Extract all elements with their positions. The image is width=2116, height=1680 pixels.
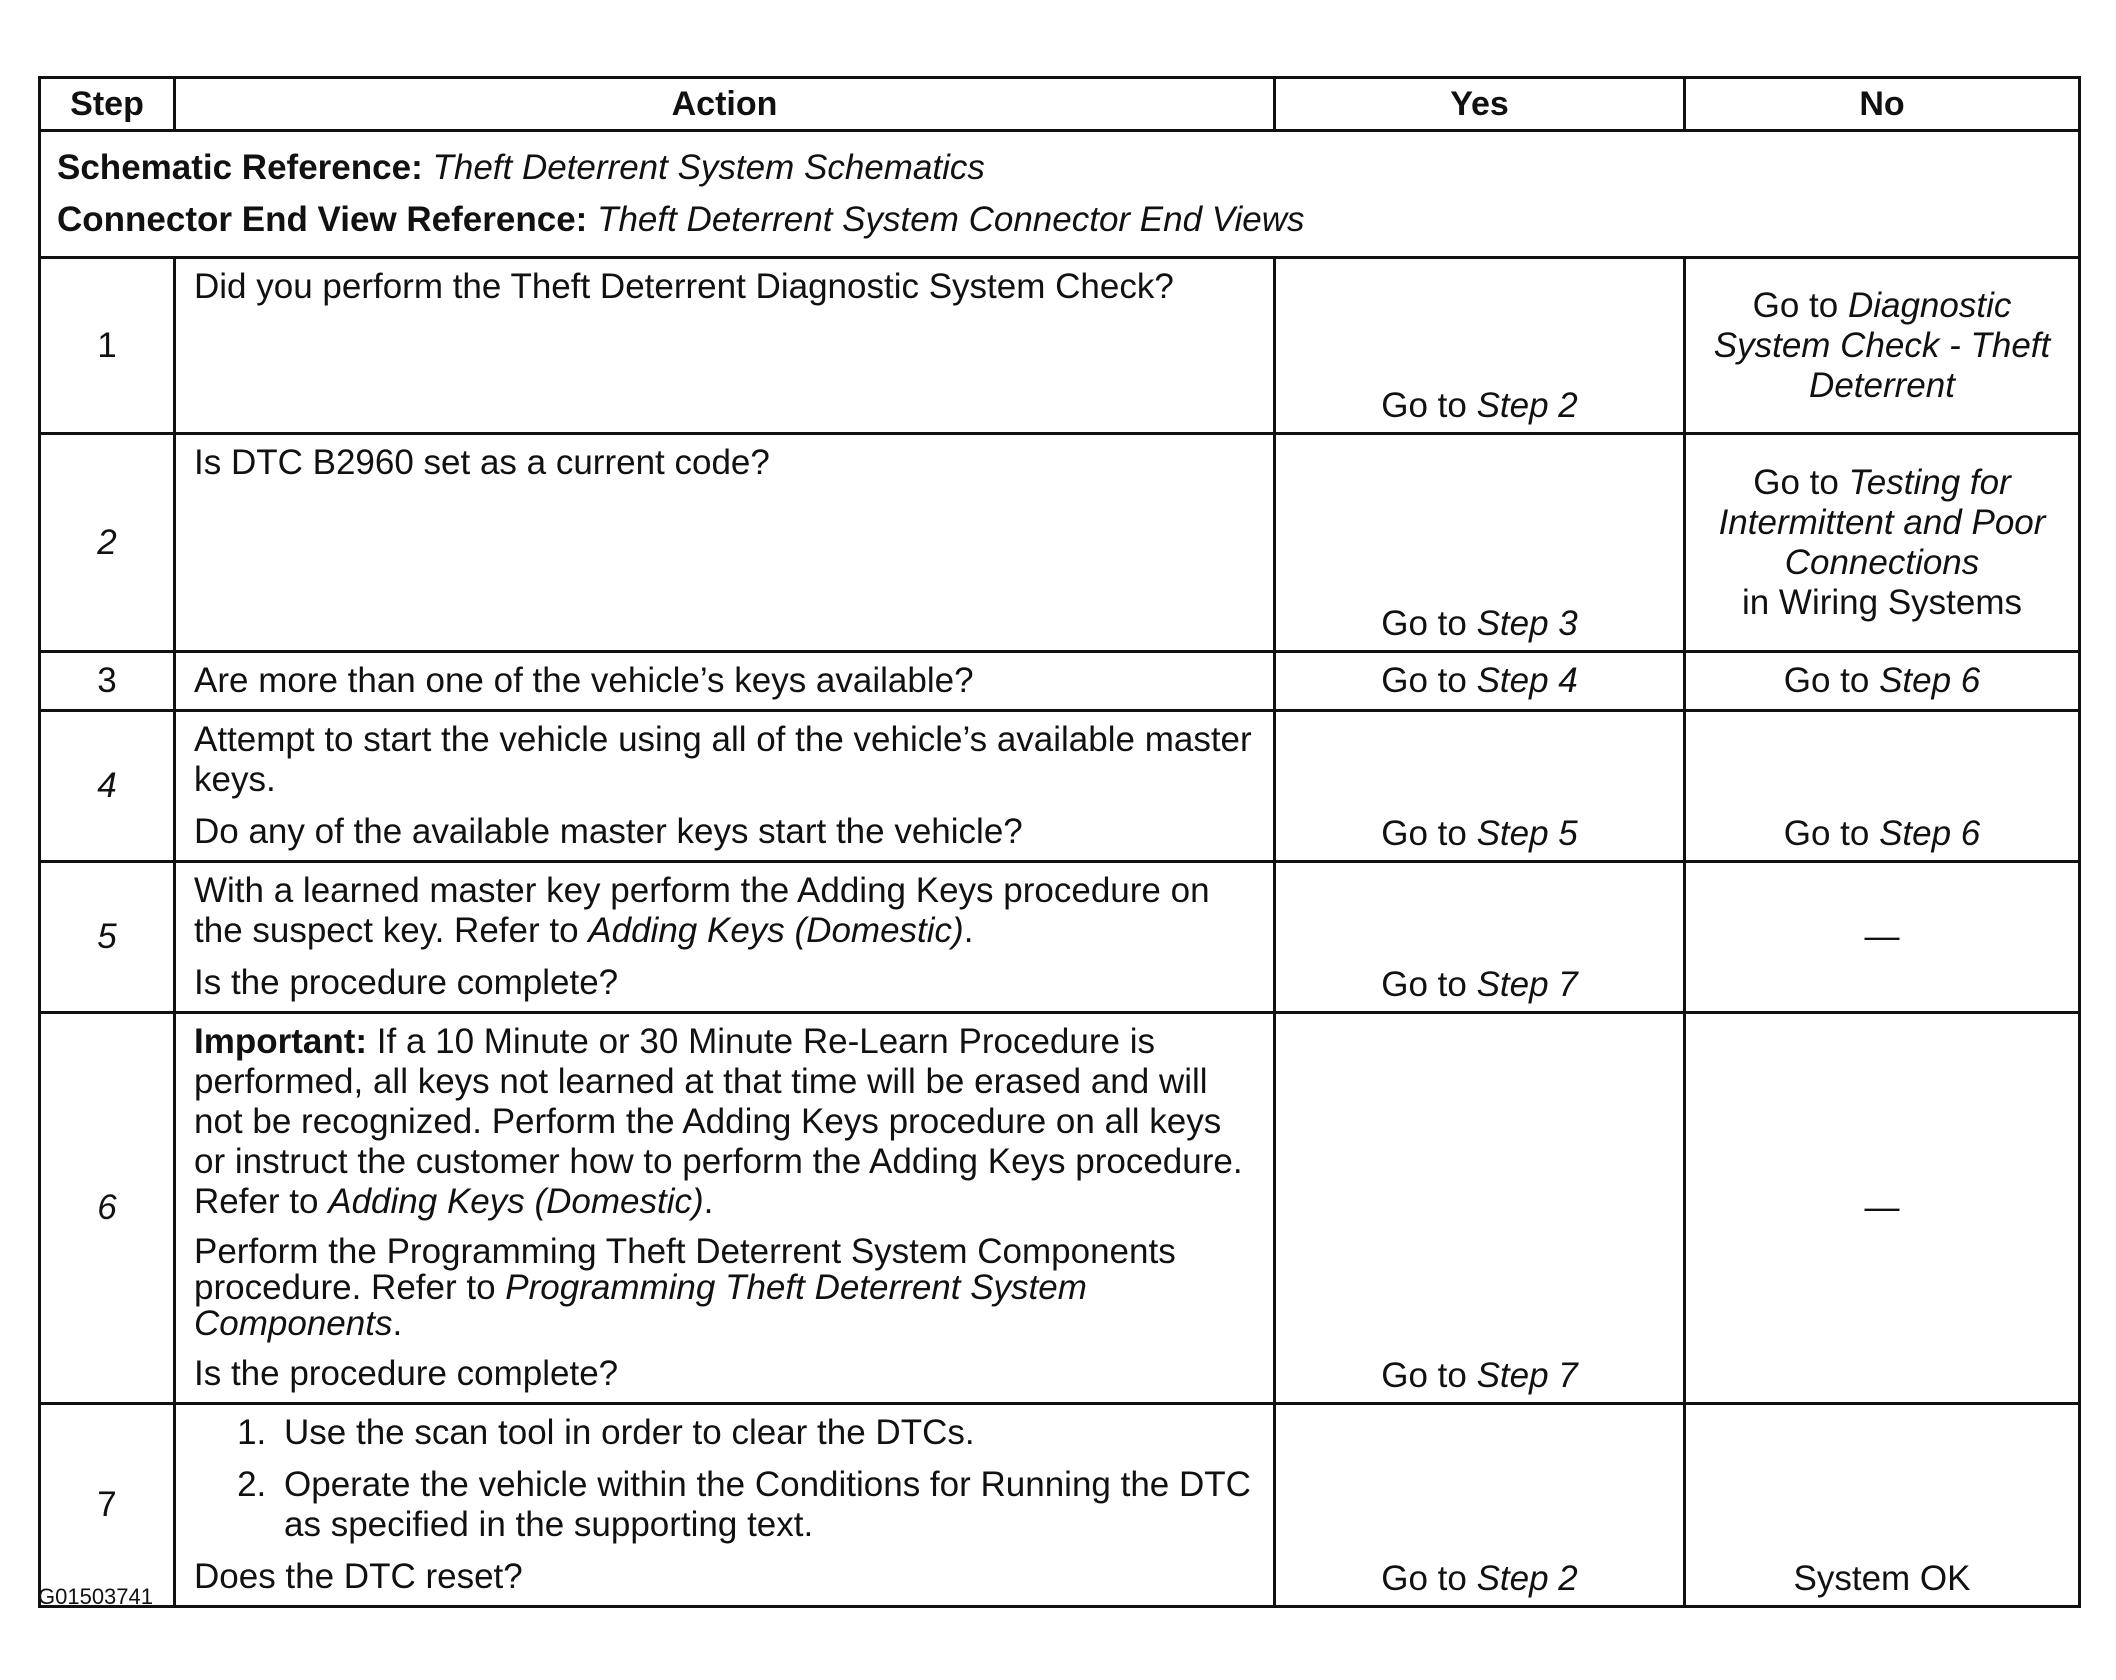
schematic-reference — [57, 142, 2062, 194]
action-question: Do any of the available master keys start the vehicle? — [194, 812, 1023, 851]
action-cell — [175, 711, 1275, 862]
reference-cell — [40, 131, 2080, 258]
go-to-label: Go to — [1753, 462, 1839, 502]
diagnostic-table — [38, 76, 2081, 1608]
table-row — [40, 258, 2080, 434]
schematic-reference-label: Schematic Reference: — [57, 148, 423, 187]
no-text-tail: in Wiring Systems — [1741, 582, 2023, 622]
no-cell: — — [1685, 1013, 2080, 1404]
action-question: Is the procedure complete? — [194, 963, 619, 1002]
important-text: If a 10 Minute or 30 Minute Re-Learn Procedure is performed, all keys not learned at that time will be erased and will not be recognized. Perform the Adding Keys procedure on all keys or instruct the customer how to perform the Adding Keys procedure. Refer to — [194, 1022, 1243, 1221]
no-step-link[interactable]: Diagnostic System Check - Theft Deterrent — [1713, 285, 2051, 405]
no-cell — [1685, 711, 2080, 862]
important-note: Important: If a 10 Minute or 30 Minute Re-Learn Procedure is performed, all keys not learned at that time will be erased and will not be recognized. Perform the Adding Keys procedure on all keys or instruct the customer how to perform the Adding Keys procedure. Refer to Adding Keys (Domestic). — [194, 1022, 1243, 1221]
table-row — [40, 862, 2080, 1013]
step-number: 5 — [40, 862, 175, 1013]
yes-cell — [1275, 258, 1685, 434]
yes-step-link[interactable]: Step 2 — [1476, 386, 1578, 425]
no-cell — [1685, 1404, 2080, 1607]
figure-id: G01503741 — [38, 1584, 153, 1609]
reference-row — [40, 131, 2080, 258]
no-cell — [1685, 434, 2080, 652]
procedure-list — [194, 1413, 1257, 1545]
yes-cell — [1275, 711, 1685, 862]
step-number: 6 — [40, 1013, 175, 1404]
action-text: With a learned master key perform the Adding Keys procedure on the suspect key. Refer to Adding Keys (Domestic). — [194, 871, 1210, 950]
yes-step-link[interactable]: Step 7 — [1476, 965, 1578, 1004]
header-action: Action — [175, 78, 1275, 131]
header-row — [40, 78, 2080, 131]
schematic-reference-link[interactable]: Theft Deterrent System Schematics — [432, 148, 985, 187]
adding-keys-link[interactable]: Adding Keys (Domestic) — [328, 1182, 704, 1221]
no-cell — [1685, 258, 2080, 434]
adding-keys-link[interactable]: Adding Keys (Domestic) — [588, 911, 964, 950]
connector-reference-label: Connector End View Reference: — [57, 200, 588, 239]
table-row — [40, 1013, 2080, 1404]
no-cell — [1685, 652, 2080, 711]
action-text: Perform the Programming Theft Deterrent System Components procedure. Refer to Programming Theft Deterrent System Components. — [194, 1232, 1176, 1343]
yes-step-link[interactable]: Step 7 — [1476, 1356, 1578, 1395]
programming-components-link[interactable]: Programming Theft Deterrent System Components — [194, 1268, 1087, 1343]
list-item: 1. Use the scan tool in order to clear the DTCs. — [276, 1413, 1257, 1453]
go-to-label: Go to — [1381, 965, 1467, 1004]
step-number: 4 — [40, 711, 175, 862]
no-step-link[interactable]: Testing for Intermittent and Poor Connections — [1718, 462, 2046, 582]
yes-cell — [1275, 862, 1685, 1013]
step-number: 1 — [40, 258, 175, 434]
go-to-label: Go to — [1381, 1559, 1467, 1598]
go-to-label: Go to — [1752, 285, 1839, 325]
header-yes: Yes — [1275, 78, 1685, 131]
important-label: Important: — [194, 1022, 368, 1061]
go-to-label: Go to — [1381, 661, 1467, 700]
yes-cell — [1275, 1404, 1685, 1607]
table-row — [40, 652, 2080, 711]
header-no: No — [1685, 78, 2080, 131]
no-step-link[interactable]: Step 6 — [1879, 661, 1981, 700]
yes-cell — [1275, 652, 1685, 711]
step-number: 3 — [40, 652, 175, 711]
go-to-label: Go to — [1381, 1356, 1467, 1395]
action-text-body: With a learned master key perform the Adding Keys procedure on the suspect key. Refer to — [194, 871, 1210, 950]
action-question: Does the DTC reset? — [194, 1557, 523, 1596]
action-text: Did you perform the Theft Deterrent Diagnostic System Check? — [194, 267, 1174, 306]
action-cell — [175, 652, 1275, 711]
no-cell: — — [1685, 862, 2080, 1013]
action-question: Is the procedure complete? — [194, 1354, 619, 1393]
action-text-body: Perform the Programming Theft Deterrent System Components procedure. Refer to — [194, 1232, 1176, 1307]
action-text: Are more than one of the vehicle’s keys available? — [194, 661, 974, 700]
yes-step-link[interactable]: Step 5 — [1476, 814, 1578, 853]
action-text: Attempt to start the vehicle using all of the vehicle’s available master keys. — [194, 720, 1252, 799]
list-item: 2. Operate the vehicle within the Conditions for Running the DTC as specified in the supporting text. — [276, 1465, 1257, 1545]
yes-step-link[interactable]: Step 4 — [1476, 661, 1578, 700]
action-text: Is DTC B2960 set as a current code? — [194, 443, 770, 482]
action-cell — [175, 862, 1275, 1013]
system-ok-text: System OK — [1793, 1559, 1971, 1598]
step-number: 7 — [40, 1404, 175, 1607]
yes-step-link[interactable]: Step 2 — [1476, 1559, 1578, 1598]
action-cell — [175, 434, 1275, 652]
go-to-label: Go to — [1381, 386, 1467, 425]
yes-step-link[interactable]: Step 3 — [1476, 604, 1578, 643]
action-cell — [175, 1404, 1275, 1607]
go-to-label: Go to — [1783, 661, 1870, 700]
connector-reference — [57, 194, 2062, 246]
table-row — [40, 434, 2080, 652]
action-cell — [175, 1013, 1275, 1404]
step-number: 2 — [40, 434, 175, 652]
yes-cell — [1275, 434, 1685, 652]
go-to-label: Go to — [1381, 604, 1467, 643]
connector-reference-link[interactable]: Theft Deterrent System Connector End Views — [597, 200, 1305, 239]
table-row — [40, 711, 2080, 862]
no-step-link[interactable]: Step 6 — [1879, 814, 1981, 853]
yes-cell — [1275, 1013, 1685, 1404]
table-row — [40, 1404, 2080, 1607]
header-step: Step — [40, 78, 175, 131]
go-to-label: Go to — [1783, 814, 1870, 853]
action-cell — [175, 258, 1275, 434]
go-to-label: Go to — [1381, 814, 1467, 853]
